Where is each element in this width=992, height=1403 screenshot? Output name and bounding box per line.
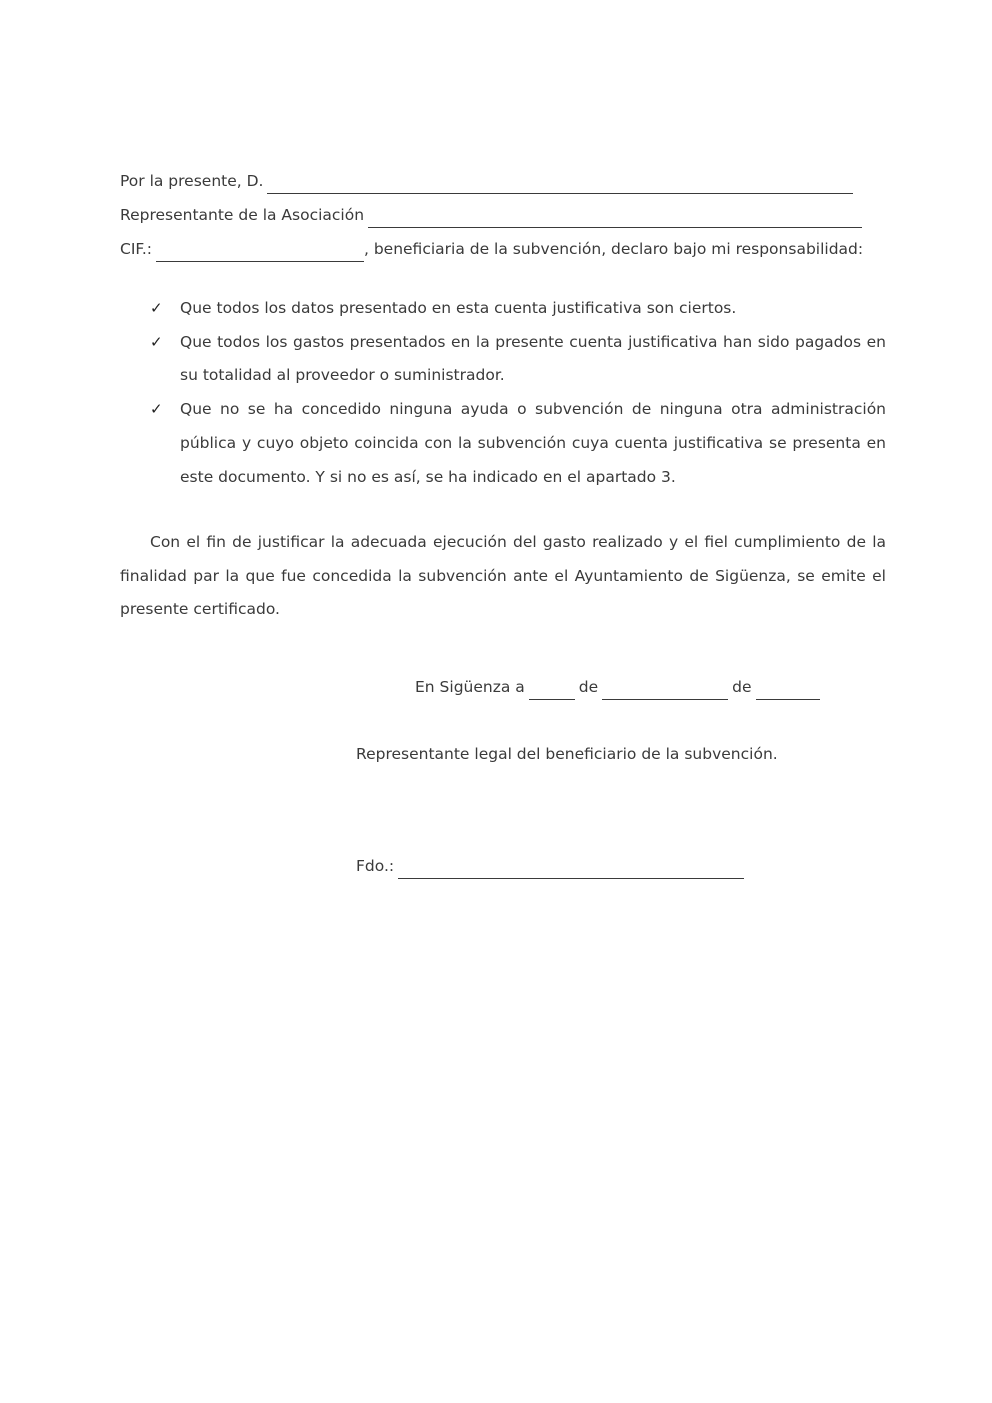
date-line bbox=[415, 674, 820, 700]
cif-label: CIF.: bbox=[120, 240, 152, 258]
signature-blank[interactable] bbox=[398, 858, 744, 879]
justification-paragraph: Con el fin de justificar la adecuada ejecución del gasto realizado y el fiel cumplimiento de la finalidad par la que fue concedida la subvención ante el Ayuntamiento de Sigüenza, se emite el presente certificado. bbox=[120, 533, 886, 619]
checklist-item bbox=[150, 292, 886, 326]
declaration-checklist bbox=[150, 292, 886, 494]
date-prefix: En Sigüenza a bbox=[415, 678, 525, 696]
date-de-2: de bbox=[732, 678, 752, 696]
cif-line bbox=[120, 228, 890, 262]
cif-blank[interactable] bbox=[156, 241, 364, 262]
association-label: Representante de la Asociación bbox=[120, 206, 365, 224]
date-de-1: de bbox=[578, 678, 599, 696]
signer-title: Representante legal del beneficiario de la subvención. bbox=[356, 745, 778, 763]
declaration-header bbox=[120, 160, 890, 262]
checkmark-icon: ✓ bbox=[150, 299, 163, 317]
association-blank[interactable] bbox=[368, 207, 862, 228]
checklist-item-text: Que todos los gastos presentados en la presente cuenta justificativa han sido pagados en su totalidad al proveedor o suministrador. bbox=[180, 332, 886, 385]
name-label: Por la presente, D. bbox=[120, 172, 264, 190]
checkmark-icon: ✓ bbox=[150, 400, 163, 419]
cif-suffix: , beneficiaria de la subvención, declaro bajo mi responsabilidad: bbox=[363, 240, 864, 258]
name-blank[interactable] bbox=[267, 173, 853, 194]
month-blank[interactable] bbox=[602, 679, 728, 700]
checkmark-icon: ✓ bbox=[150, 332, 163, 351]
day-blank[interactable] bbox=[529, 679, 575, 700]
checklist-item-text: Que todos los datos presentado en esta cuenta justificativa son ciertos. bbox=[180, 299, 737, 317]
signature-label: Fdo.: bbox=[356, 857, 395, 875]
checklist-item bbox=[150, 326, 886, 393]
name-line bbox=[120, 160, 890, 194]
year-blank[interactable] bbox=[756, 679, 820, 700]
checklist-item bbox=[150, 393, 886, 494]
association-line bbox=[120, 194, 890, 228]
signature-line bbox=[356, 853, 744, 879]
checklist-item-text: Que no se ha concedido ninguna ayuda o subvención de ninguna otra administración pública y cuyo objeto coincida con la subvención cuya cuenta justificativa se presenta en este documento. Y si no es así, se ha indicado en el apartado 3. bbox=[180, 400, 886, 486]
